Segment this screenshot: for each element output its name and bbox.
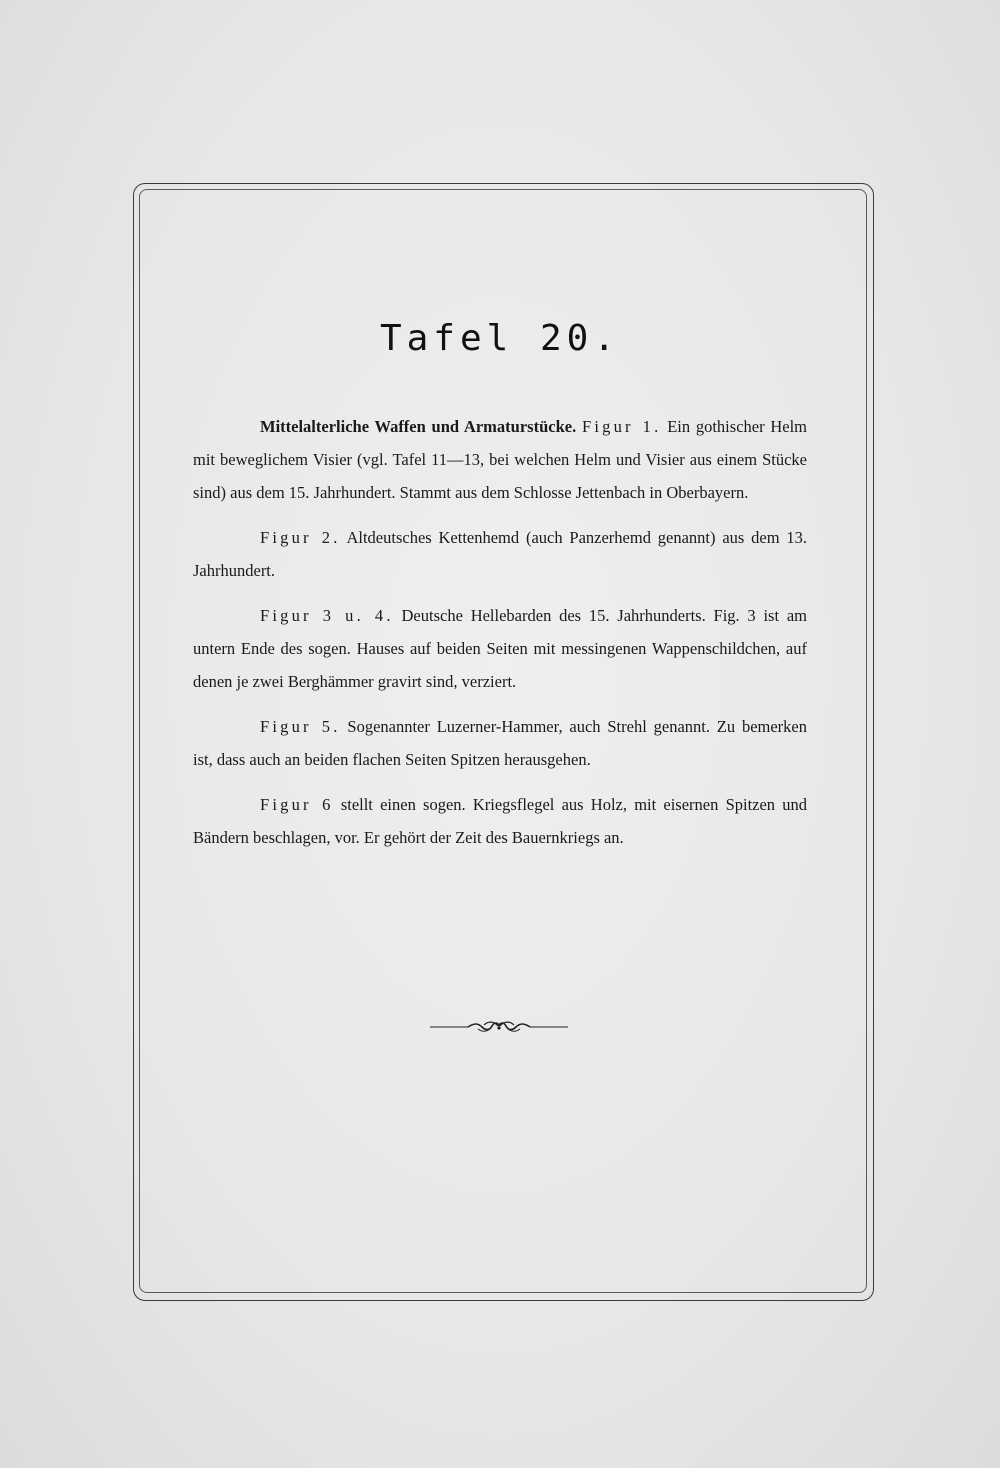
- paragraph-text: Deutsche Hellebarden des 15. Jahrhunderts. Fig. 3 ist am untern Ende des sogen. Hauses auf beiden Seiten mit messingenen Wappenschildchen, auf denen je zwei Berghämmer gravirt sind, verziert.: [193, 606, 808, 691]
- figure-label: Figur 1.: [581, 417, 662, 436]
- figure-label: Figur 6: [260, 795, 334, 814]
- paragraph-text: Altdeutsches Kettenhemd (auch Panzerhemd genannt) aus dem 13. Jahrhundert.: [193, 528, 807, 580]
- paragraph-text: Ein gothischer Helm mit beweglichem Visier (vgl. Tafel 11—13, bei welchen Helm und Visier aus einem Stücke sind) aus dem 15. Jahrhundert. Stammt aus dem Schlosse Jettenbach in Oberbayern.: [193, 417, 807, 502]
- ornament-divider-icon: [428, 1017, 570, 1037]
- paragraph-figur-2: [193, 521, 807, 587]
- paragraph-text: stellt einen sogen. Kriegsflegel aus Holz, mit eisernen Spitzen und Bändern beschlagen, vor. Er gehört der Zeit des Bauernkriegs an.: [193, 795, 808, 847]
- body-text: [193, 410, 807, 866]
- paragraph-figur-1: [193, 410, 807, 509]
- paragraph-text: Sogenannter Luzerner-Hammer, auch Strehl genannt. Zu bemerken ist, dass auch an beiden flachen Seiten Spitzen herausgehen.: [193, 717, 807, 769]
- paragraph-figur-6: [193, 788, 807, 854]
- figure-label: Figur 3 u. 4.: [260, 606, 394, 625]
- figure-label: Figur 2.: [260, 528, 341, 547]
- figure-label: Figur 5.: [260, 717, 341, 736]
- page-title: Tafel 20.: [379, 318, 621, 359]
- paragraph-figur-5: [193, 710, 807, 776]
- paragraph-figur-3-4: [193, 599, 807, 698]
- section-heading: Mittelalterliche Waffen und Armaturstücke.: [260, 417, 577, 436]
